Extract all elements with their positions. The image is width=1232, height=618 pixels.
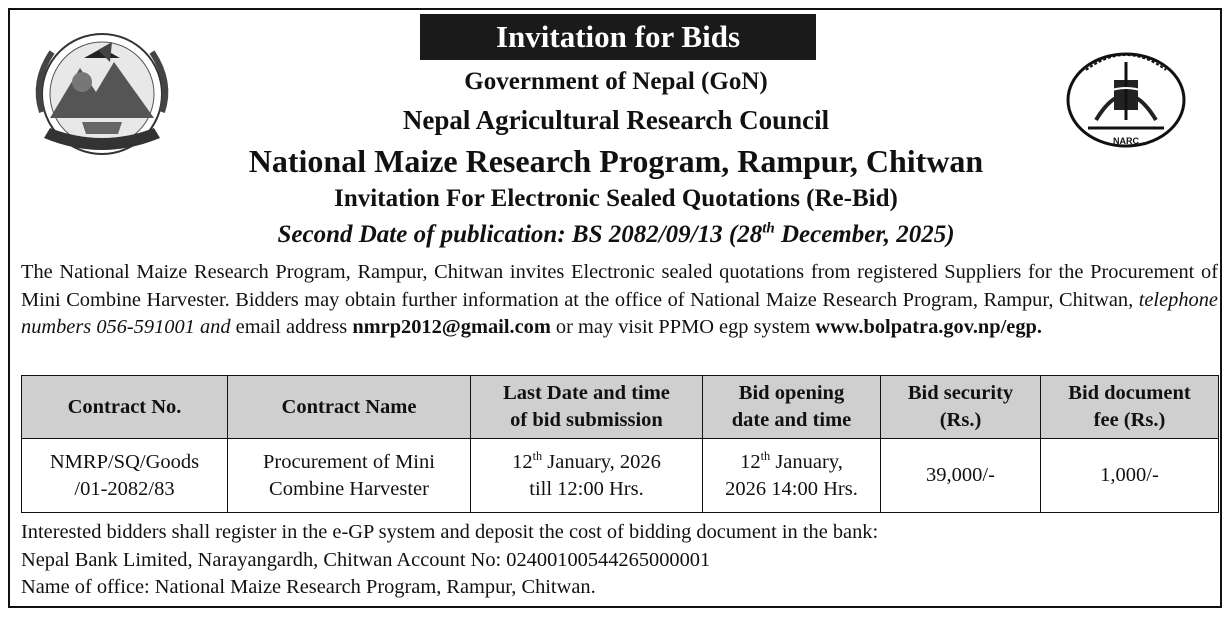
publication-date: Second Date of publication: BS 2082/09/13 (28th December, 2025): [277, 220, 955, 248]
cell-opening: 12th January, 2026 14:00 Hrs.: [703, 439, 881, 513]
cell-security: 39,000/-: [881, 439, 1041, 513]
table-header-row: [22, 376, 1219, 439]
footer-notes: [21, 519, 1218, 602]
header-contract-no: Contract No.: [22, 376, 228, 439]
table-row: [22, 439, 1219, 513]
cell-last-date: 12th January, 2026 till 12:00 Hrs.: [471, 439, 703, 513]
header-opening: Bid opening date and time: [703, 376, 881, 439]
website-link[interactable]: www.bolpatra.gov.np/egp.: [815, 316, 1042, 338]
narc-logo-text: NARC: [1113, 136, 1139, 146]
email-address: nmrp2012@gmail.com: [352, 316, 551, 338]
notice-heading: Invitation For Electronic Sealed Quotations (Re-Bid): [334, 185, 898, 212]
header-last-date: Last Date and time of bid submission: [471, 376, 703, 439]
footer-line-3: Name of office: National Maize Research Program, Rampur, Chitwan.: [21, 576, 596, 598]
cell-contract-no: NMRP/SQ/Goods /01-2082/83: [22, 439, 228, 513]
cell-contract-name: Procurement of Mini Combine Harvester: [228, 439, 471, 513]
council-heading: Nepal Agricultural Research Council: [402, 105, 830, 135]
phone-text: , telephone numbers 056-591001 and: [21, 288, 1218, 338]
intro-paragraph: The National Maize Research Program, Rampur, Chitwan invites Electronic sealed quotations from registered Suppliers for the Procurement of Mini Combine Harvester. Bidders may obtain further information at the office of National Maize Research Program, Rampur, Chitwan, telephone numbers 056-591001 and email address nmrp2012@gmail.com or may visit PPMO egp system www.bolpatra.gov.np/egp.: [21, 261, 1218, 338]
program-heading: National Maize Research Program, Rampur, Chitwan: [248, 143, 984, 179]
gov-heading: Government of Nepal (GoN): [464, 68, 768, 95]
banner-title: Invitation for Bids: [420, 14, 816, 60]
footer-line-2: Nepal Bank Limited, Narayangardh, Chitwan Account No: 02400100544265000001: [21, 548, 711, 571]
header-contract-name: Contract Name: [228, 376, 471, 439]
footer-line-1: Interested bidders shall register in the e-GP system and deposit the cost of bidding document in the bank:: [21, 521, 879, 543]
header-fee: Bid document fee (Rs.): [1041, 376, 1219, 439]
bid-table: [21, 375, 1219, 513]
cell-fee: 1,000/-: [1041, 439, 1219, 513]
header-security: Bid security (Rs.): [881, 376, 1041, 439]
